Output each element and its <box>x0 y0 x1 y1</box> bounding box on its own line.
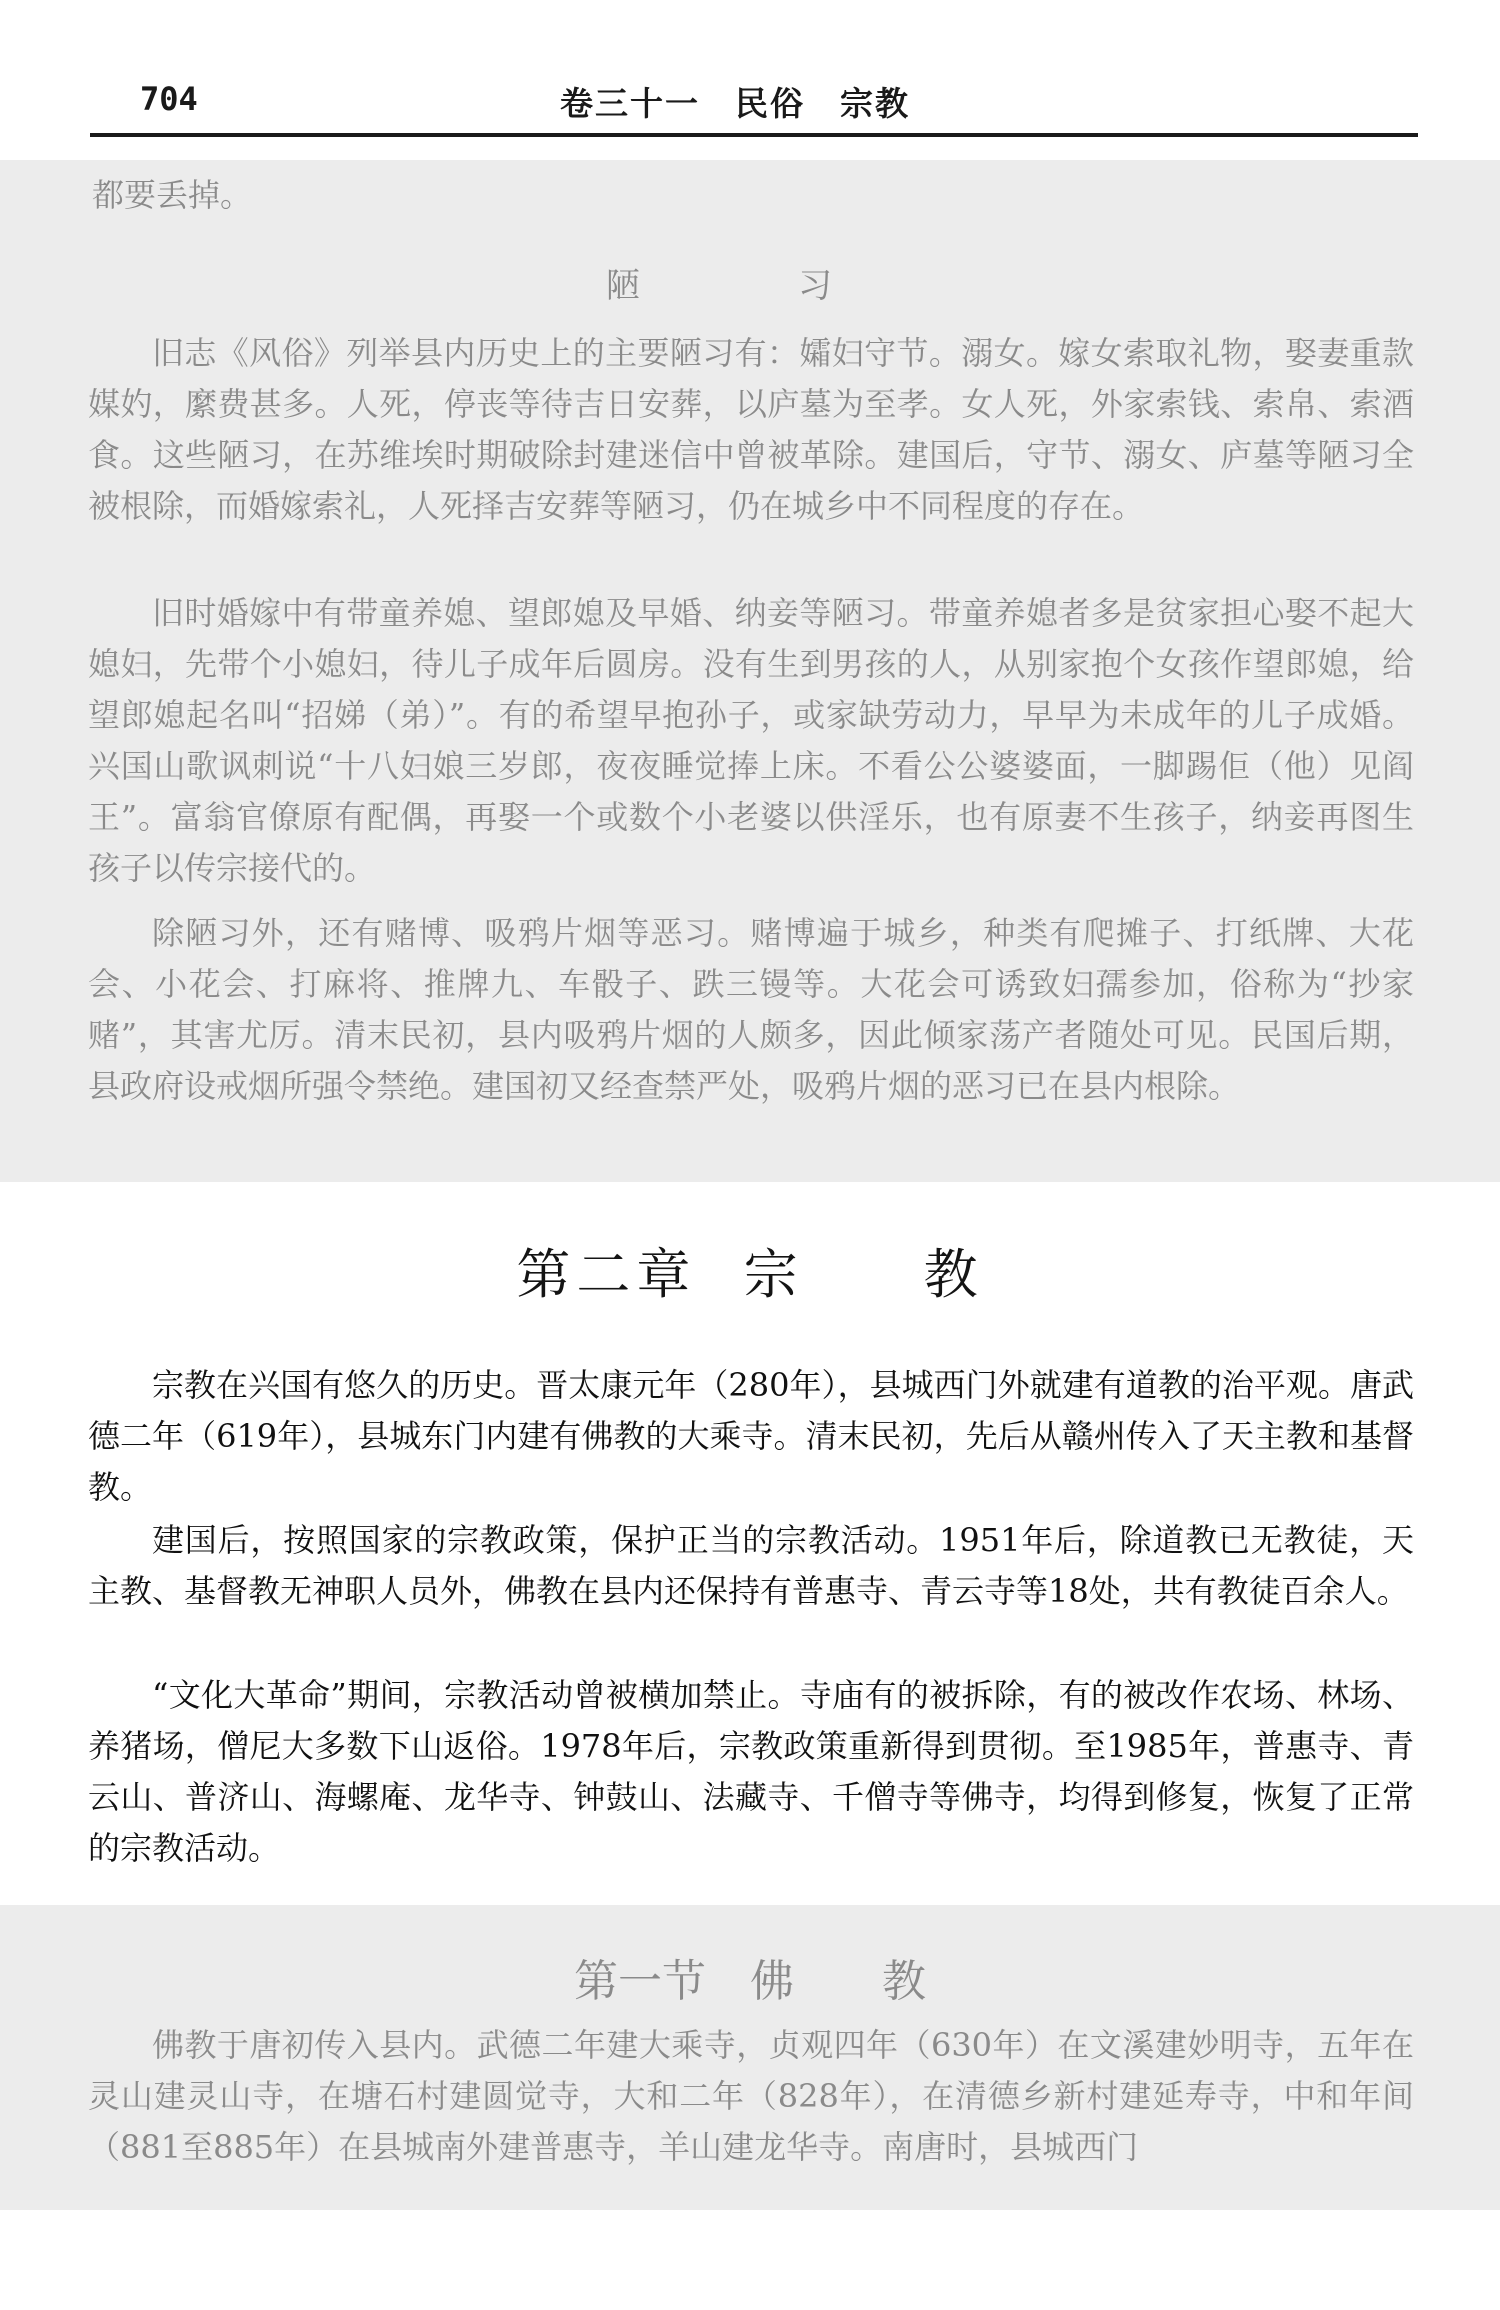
fragment-line: 都要丢掉。 <box>92 176 253 214</box>
paragraph-buddhism-1: 佛教于唐初传入县内。武德二年建大乘寺，贞观四年（630年）在文溪建妙明寺，五年在灵山建灵山寺，在塘石村建圆觉寺，大和二年（828年），在清德乡新村建延寿寺，中和年间（881至885年）在县城南外建普惠寺，羊山建龙华寺。南唐时，县城西门 <box>88 2026 1414 2166</box>
paragraph-religion-2: 建国后，按照国家的宗教政策，保护正当的宗教活动。1951年后，除道教已无教徒，天主教、基督教无神职人员外，佛教在县内还保持有普惠寺、青云寺等18处，共有教徒百余人。 <box>88 1521 1414 1610</box>
running-head: 卷三十一 民俗 宗教 <box>560 84 910 123</box>
paragraph-louxi-2: 旧时婚嫁中有带童养媳、望郎媳及早婚、纳妾等陋习。带童养媳者多是贫家担心娶不起大媳妇，先带个小媳妇，待儿子成年后圆房。没有生到男孩的人，从别家抱个女孩作望郎媳，给望郎媳起名叫“招娣（弟）”。有的希望早抱孙子，或家缺劳动力，早早为未成年的儿子成婚。兴国山歌讽刺说“十八妇娘三岁郎，夜夜睡觉捧上床。不看公公婆婆面，一脚踢佢（他）见阎王”。富翁官僚原有配偶，再娶一个或数个小老婆以供淫乐，也有原妻不生孩子，纳妾再图生孩子以传宗接代的。 <box>88 594 1414 887</box>
chapter-name: 宗 教 <box>743 1243 984 1306</box>
paragraph-louxi-3: 除陋习外，还有赌博、吸鸦片烟等恶习。赌博遍于城乡，种类有爬摊子、打纸牌、大花会、小花会、打麻将、推牌九、车骰子、跌三镘等。大花会可诱致妇孺参加，俗称为“抄家赌”，其害尤厉。清末民初，县内吸鸦片烟的人颇多，因此倾家荡产者随处可见。民国后期，县政府设戒烟所强令禁绝。建国初又经查禁严处，吸鸦片烟的恶习已在县内根除。 <box>88 914 1414 1105</box>
chapter-title <box>0 1232 1500 1309</box>
section-title-buddhism: 第一节 佛 教 <box>574 1956 926 2007</box>
header-rule <box>90 133 1418 137</box>
page-number: 704 <box>140 80 198 118</box>
paragraph-religion-1: 宗教在兴国有悠久的历史。晋太康元年（280年），县城西门外就建有道教的治平观。唐武德二年（619年），县城东门内建有佛教的大乘寺。清末民初，先后从赣州传入了天主教和基督教。 <box>88 1366 1414 1506</box>
chapter-number: 第二章 <box>516 1243 697 1306</box>
section-heading-louxi: 陋 习 <box>606 266 894 306</box>
paragraph-louxi-1: 旧志《风俗》列举县内历史上的主要陋习有：孀妇守节。溺女。嫁女索取礼物，娶妻重款媒妁，縻费甚多。人死，停丧等待吉日安葬，以庐墓为至孝。女人死，外家索钱、索帛、索酒食。这些陋习，在苏维埃时期破除封建迷信中曾被革除。建国后，守节、溺女、庐墓等陋习全被根除，而婚嫁索礼，人死择吉安葬等陋习，仍在城乡中不同程度的存在。 <box>88 334 1414 525</box>
paragraph-religion-3: “文化大革命”期间，宗教活动曾被横加禁止。寺庙有的被拆除，有的被改作农场、林场、养猪场，僧尼大多数下山返俗。1978年后，宗教政策重新得到贯彻。至1985年，普惠寺、青云山、普济山、海螺庵、龙华寺、钟鼓山、法藏寺、千僧寺等佛寺，均得到修复，恢复了正常的宗教活动。 <box>88 1676 1414 1867</box>
page-header <box>0 0 1500 150</box>
